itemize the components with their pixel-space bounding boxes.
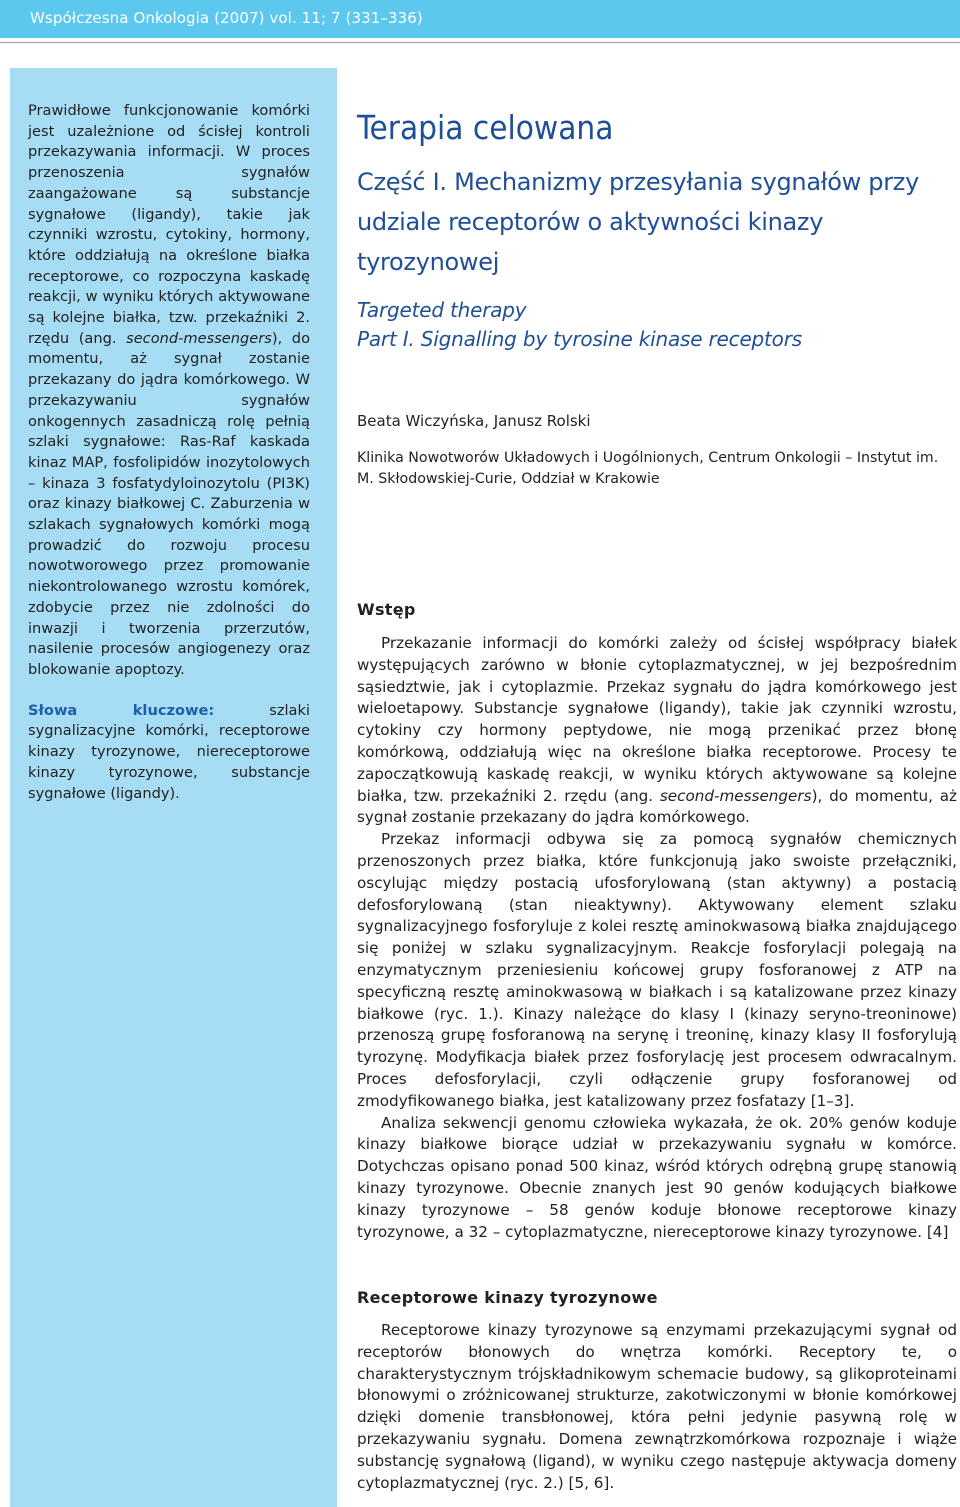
intro-paragraph-2: Przekaz informacji odbywa się za pomocą sygnałów chemicznych przenoszonych przez białka, które funkcjonują jako swoiste przełączniki, oscylując między postacią ufosforylowaną (stan aktywny) a postacią defosforylowaną (stan nieaktywny). Aktywowany element szlaku sygnalizacyjnego fosforyluje z kolei resztę aminokwasową białka znajdującego się poniżej w szlaku sygnalizacyjnym. Reakcje fosforylacji polegają na enzymatycznym przeniesieniu końcowej grupy fosforanowej z ATP na specyficzną resztę aminokwasową w białkach i są katalizowane przez kinazy białkowe (ryc. 1.). Kinazy należące do klasy I (kinazy seryno-treoninowe) przenoszą grupę fosforanową na serynę i treoninę, kinazy klasy II fosforylują tyrozynę. Modyfikacja białek przez fosforylację jest procesem odwracalnym. Proces defosforylacji, czyli odłączenie grupy fosforanowej od zmodyfikowanego białka, jest katalizowany przez fosfatazy [1–3].	[357, 830, 957, 1110]
keywords	[28, 701, 310, 805]
abstract-text-part: ), do momentu, aż sygnał zostanie przekazany do jądra komórkowego. W przekazywaniu sygnałów onkogennych zasadniczą rolę pełnią szlaki sygnałowe: Ras-Raf kaskada kinaz MAP, fosfolipidów inozytolowych – kinaza 3 fosfatydyloinozytolu (PI3K) oraz kinazy białkowej C. Zaburzenia w szlakach sygnałowych komórki mogą prowadzić do rozwoju procesu nowotworowego przez promowanie niekontrolowanego wzrostu komórek, zdobycie przez nie zdolności do inwazji i tworzenia przerzutów, nasilenie procesów angiogenezy oraz blokowanie apoptozy.	[28, 329, 310, 678]
affiliation: Klinika Nowotworów Układowych i Uogólnionych, Centrum Onkologii – Instytut im. M. Skłodowskiej-Curie, Oddział w Krakowie	[357, 450, 939, 487]
english-title-line-2: Part I. Signalling by tyrosine kinase receptors	[357, 327, 802, 351]
header-divider	[0, 42, 960, 43]
english-title-line-1: Targeted therapy	[357, 298, 527, 322]
intro-text-part: Przekazanie informacji do komórki zależy od ścisłej współpracy białek występujących zarówno w błonie cytoplazmatycznej, w jej bezpośrednim sąsiedztwie, jak i cytoplazmie. Przekaz sygnału do jądra komórkowego jest wieloetapowy. Substancje sygnałowe (ligandy), takie jak czynniki wzrostu, cytokiny czy hormony peptydowe, nie mogą przenikać przez błonę komórkową, oddziałują więc na określone białka receptorowe. Procesy te zapoczątkowują kaskadę reakcji, w wyniku których aktywowane są kolejne białka, tzw. przekaźniki 2. rzędu (ang.	[357, 634, 957, 805]
intro-body	[357, 633, 957, 1243]
abstract-paragraph	[28, 101, 310, 681]
section-heading-intro: Wstęp	[357, 600, 416, 619]
abstract-text	[28, 101, 310, 804]
rtk-paragraph-1: Receptorowe kinazy tyrozynowe są enzymami przekazującymi sygnał od receptorów błonowych do wnętrza komórki. Receptory te, o charakterystycznym trójskładnikowym schemacie budowy, są glikoproteinami błonowymi o zróżnicowanej strukturze, zakotwiczonymi w błonie komórkowej dzięki domenie transbłonowej, która pełni jedynie pasywną rolę w przekazywaniu sygnału. Domena zewnątrzkomórkowa rozpoznaje i wiąże substancję sygnałową (ligand), w wyniku czego następuje aktywacja domeny cytoplazmatycznej (ryc. 2.) [5, 6].	[357, 1321, 957, 1492]
abstract-italic-term: second-messengers	[126, 329, 272, 347]
intro-paragraph-3: Analiza sekwencji genomu człowieka wykazała, że ok. 20% genów koduje kinazy białkowe biorące udział w przekazywaniu sygnału w komórce. Dotychczas opisano ponad 500 kinaz, wśród których odrębną grupę stanowią kinazy tyrozynowe. Obecnie znanych jest 90 genów kodujących białkowe kinazy tyrozynowe – 58 genów koduje błonowe receptorowe kinazy tyrozynowe, a 32 – cytoplazmatyczne, niereceptorowe kinazy tyrozynowe. [4]	[357, 1113, 957, 1241]
intro-italic-term: second-messengers	[659, 786, 812, 805]
intro-paragraph-1	[357, 633, 957, 829]
keywords-list: szlaki sygnalizacyjne komórki, receptorowe kinazy tyrozynowe, niereceptorowe kinazy tyrozynowe, substancje sygnałowe (ligandy).	[28, 701, 310, 802]
section-heading-rtk: Receptorowe kinazy tyrozynowe	[357, 1288, 658, 1307]
title-block	[357, 108, 957, 490]
journal-header-bar	[0, 0, 960, 38]
abstract-text-part: Prawidłowe funkcjonowanie komórki jest uzależnione od ścisłej kontroli przekazywania informacji. W proces przenoszenia sygnałów zaangażowane są substancje sygnałowe (ligandy), takie jak czynniki wzrostu, cytokiny, hormony, które oddziałują na określone białka receptorowe, co rozpoczyna kaskadę reakcji, w wyniku których aktywowane są kolejne białka, tzw. przekaźniki 2. rzędu (ang.	[28, 102, 310, 347]
intro-text-part: ), do momentu, aż sygnał zostanie przekazany do jądra komórkowego.	[357, 786, 957, 827]
article-subtitle: Część I. Mechanizmy przesyłania sygnałów przy udziale receptorów o aktywności kinazy tyrozynowej	[357, 168, 919, 276]
keywords-label: Słowa kluczowe:	[28, 701, 215, 719]
rtk-body	[357, 1320, 957, 1494]
journal-citation: Współczesna Onkologia (2007) vol. 11; 7 (331–336)	[30, 9, 423, 27]
article-title: Terapia celowana	[357, 108, 614, 147]
english-title	[357, 296, 957, 354]
authors: Beata Wiczyńska, Janusz Rolski	[357, 412, 591, 430]
